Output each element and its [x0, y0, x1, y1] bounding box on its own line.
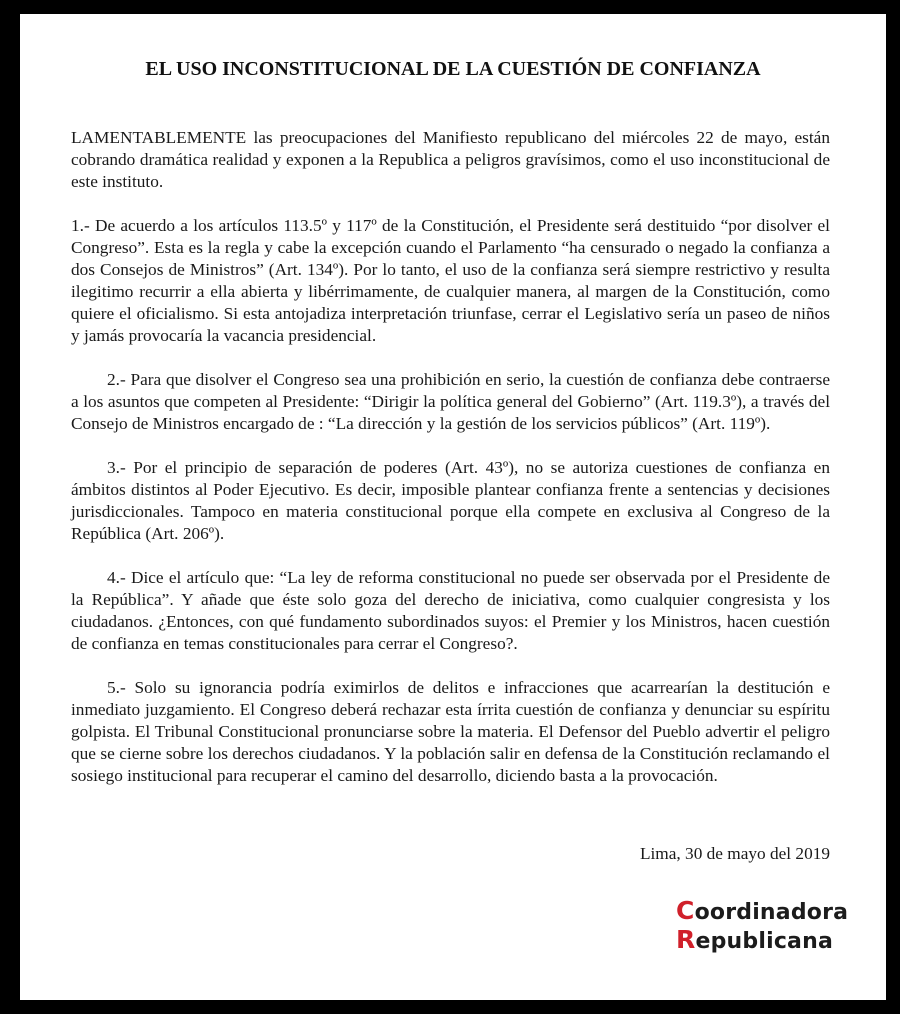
- paragraph-point-4: 4.- Dice el artículo que: “La ley de reforma constitucional no puede ser observada por el Presidente de la República”. Y añade que éste solo goza del derecho de iniciativa, como cualquier congresista y los ciudadanos. ¿Entonces, con qué fundamento subordinados suyos: el Premier y los Ministros, hacen cuestión de confianza en temas constitucionales para cerrar el Congreso?.: [71, 568, 830, 653]
- logo-line-1-text: oordinadora: [694, 900, 849, 925]
- logo-initial-c: C: [676, 896, 695, 925]
- document-body: [71, 127, 830, 809]
- signature-place-date: Lima, 30 de mayo del 2019: [639, 844, 830, 863]
- logo-line-2: [676, 926, 848, 955]
- logo-initial-r: R: [676, 925, 696, 954]
- coordinadora-republicana-logo: [676, 897, 848, 955]
- paragraph-point-5: 5.- Solo su ignorancia podría eximirlos de delitos e infracciones que acarrearían la destitución e inmediato juzgamiento. El Congreso deberá rechazar esta írrita cuestión de confianza y denunciar su espíritu golpista. El Tribunal Constitucional pronunciarse sobre la materia. El Defensor del Pueblo advertir el peligro que se cierne sobre los derechos ciudadanos. Y la población salir en defensa de la Constitución reclamando el sosiego institucional para recuperar el camino del desarrollo, diciendo basta a la provocación.: [71, 678, 830, 785]
- paragraph-point-1: 1.- De acuerdo a los artículos 113.5º y 117º de la Constitución, el Presidente será destituido “por disolver el Congreso”. Esta es la regla y cabe la excepción cuando el Parlamento “ha censurado o negado la confianza a dos Consejos de Ministros” (Art. 134º). Por lo tanto, el uso de la confianza será siempre restrictivo y resulta ilegitimo recurrir a ella abierta y libérrimamente, de cualquier manera, al margen de la Constitución, como quiere el oficialismo. Si esta antojadiza interpretación triunfase, cerrar el Legislativo sería un paseo de niños y jamás provocaría la vacancia presidencial.: [71, 216, 830, 345]
- document-title: EL USO INCONSTITUCIONAL DE LA CUESTIÓN DE CONFIANZA: [145, 58, 761, 80]
- paragraph-point-3: 3.- Por el principio de separación de poderes (Art. 43º), no se autoriza cuestiones de confianza en ámbitos distintos al Poder Ejecutivo. Es decir, imposible plantear confianza frente a sentencias y decisiones jurisdiccionales. Tampoco en materia constitucional porque ella compete en exclusiva al Congreso de la República (Art. 206º).: [71, 458, 830, 543]
- paragraph-point-2: 2.- Para que disolver el Congreso sea una prohibición en serio, la cuestión de confianza debe contraerse a los asuntos que competen al Presidente: “Dirigir la política general del Gobierno” (Art. 119.3º), a través del Consejo de Ministros encargado de : “La dirección y la gestión de los servicios públicos” (Art. 119º).: [71, 370, 830, 433]
- document-page: [20, 14, 886, 1000]
- paragraph-intro: LAMENTABLEMENTE las preocupaciones del Manifiesto republicano del miércoles 22 de mayo, están cobrando dramática realidad y exponen a la Republica a peligros gravísimos, como el uso inconstitucional de este instituto.: [71, 128, 830, 191]
- logo-line-1: [676, 897, 848, 926]
- logo-line-2-text: epublicana: [695, 929, 834, 954]
